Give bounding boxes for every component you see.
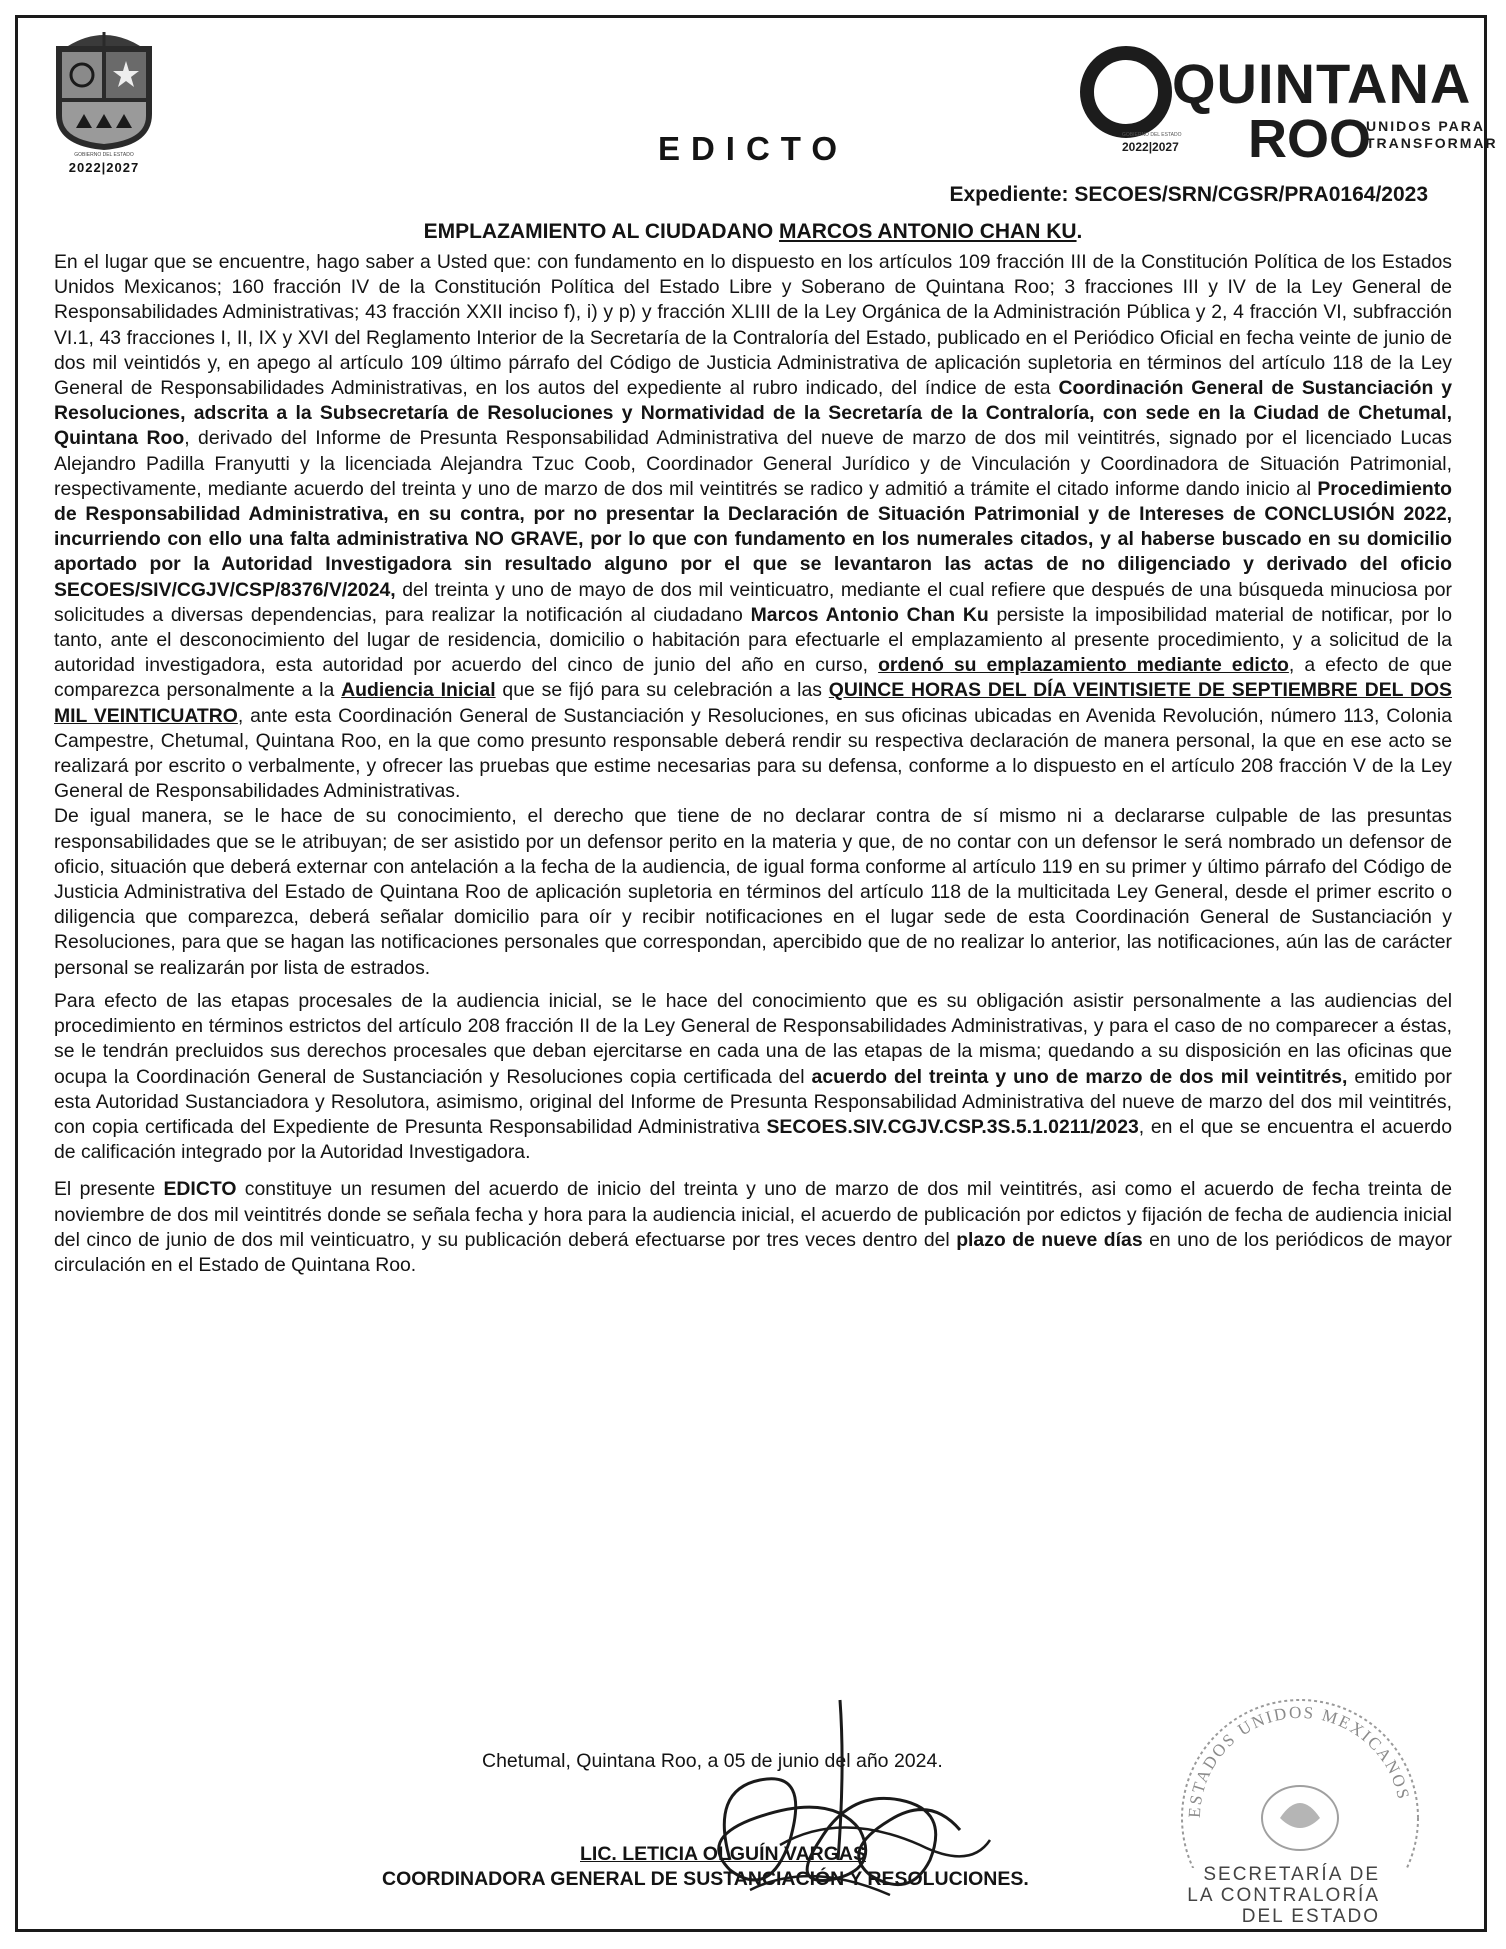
expediente-number: Expediente: SECOES/SRN/CGSR/PRA0164/2023: [949, 183, 1428, 206]
p1-underline-1: ordenó su emplazamiento mediante edicto: [878, 654, 1289, 677]
emplazamiento-name: MARCOS ANTONIO CHAN KU: [779, 220, 1077, 243]
p4-text-3: en uno de los periódicos de mayor circulación en el Estado de Quintana Roo.: [54, 1228, 1452, 1276]
paragraph-1: [54, 250, 1452, 804]
signer-role: COORDINADORA GENERAL DE SUSTANCIACIÓN Y RESOLUCIONES.: [382, 1868, 1029, 1890]
p3-text-3: , en el que se encuentra el acuerdo de calificación integrado por la Autoridad Investigadora.: [54, 1115, 1452, 1164]
logo-tagline-line1: UNIDOS PARA: [1366, 118, 1485, 134]
p1-text-5: , a efecto de que comparezca personalmente a la: [54, 654, 1452, 702]
p1-bold-3: Marcos Antonio Chan Ku: [750, 603, 989, 626]
p1-text-7: , ante esta Coordinación General de Sustanciación y Resoluciones, en sus oficinas ubicadas en Avenida Revolución, número 113, Colonia Campestre, Chetumal, Quintana Roo, en la que como presunto responsable deberá rendir su respectiva declaración de manera personal, la que en ese acto se realizará por escrito o verbalmente, y ofrecer las pruebas que estime necesarias para su defensa, conforme a lo dispuesto en el artículo 208 fracción V de la Ley General de Responsabilidades Administrativas.: [54, 704, 1452, 803]
p3-text-2: emitido por esta Autoridad Sustanciadora y Resolutora, asimismo, original del Informe de Presunta Responsabilidad Administrativa del nueve de marzo del dos mil veintitrés, con copia certificada del Expediente de Presunta Responsabilidad Administrativa: [54, 1065, 1452, 1138]
signer-name: LIC. LETICIA OLGUÍN VARGAS: [580, 1843, 866, 1865]
p1-bold-1: Coordinación General de Sustanciación y Resoluciones, adscrita a la Subsecretaría de Resoluciones y Normatividad de la Secretaría de la Contraloría, con sede en la Ciudad de Chetumal, Quintana Roo: [54, 377, 1452, 450]
logo-tagline-line2: TRANSFORMAR: [1366, 135, 1498, 151]
logo-top-text: QUINTANA: [1172, 52, 1472, 115]
p4-bold-2: plazo de nueve días: [956, 1228, 1143, 1251]
seal-line-1: SECRETARÍA DE: [1203, 1864, 1380, 1885]
logo-small-caption: GOBIERNO DEL ESTADO: [1122, 132, 1182, 138]
p3-bold-1: acuerdo del treinta y uno de marzo de dos mil veintitrés,: [811, 1065, 1348, 1088]
coat-year: 2022|2027: [68, 160, 140, 175]
p1-underline-2: Audiencia Inicial: [341, 679, 496, 702]
paragraph-3: [54, 989, 1452, 1165]
logo-bottom-text: ROO: [1248, 109, 1372, 169]
seal-line-3: DEL ESTADO: [1241, 1906, 1380, 1927]
p4-text-1: El presente: [54, 1178, 164, 1201]
svg-text:ESTADOS UNIDOS MEXICANOS: [1185, 1703, 1414, 1819]
document-body: [54, 250, 1452, 1278]
document-title: EDICTO: [657, 130, 849, 167]
paragraph-2: De igual manera, se le hace de su conocimiento, el derecho que tiene de no declarar contra de sí mismo ni a declararse culpable de las presuntas responsabilidades que se le atribuyan; de ser asistido por un defensor perito en la materia y que, de no contar con un defensor le será nombrado un defensor de oficio, situación que deberá externar con antelación a la fecha de la audiencia, de igual forma conforme al artículo 119 en su primer y último párrafo del Código de Justicia Administrativa del Estado de Quintana Roo de aplicación supletoria en términos del artículo 118 de la multicitada Ley General, desde el primer escrito o diligencia que comparezca, deberá señalar domicilio para oír y recibir notificaciones en el lugar sede de esta Coordinación General de Sustanciación y Resoluciones, para que se hagan las notificaciones personales que correspondan, apercibido que de no realizar lo anterior, las notificaciones, aún las de carácter personal se realizarán por lista de estrados.: [54, 805, 1452, 979]
p3-bold-2: SECOES.SIV.CGJV.CSP.3S.5.1.0211/2023: [766, 1115, 1139, 1138]
p1-text-2: , derivado del Informe de Presunta Responsabilidad Administrativa del nueve de marzo de dos mil veintitrés, signado por el licenciado Lucas Alejandro Padilla Franyutti y la licenciada Alejandra Tzuc Coob, Coordinador General Jurídico y de Vinculación y Coordinadora de Situación Patrimonial, respectivamente, mediante acuerdo del treinta y uno de marzo de dos mil veintitrés se radico y admitió a trámite el citado informe dando inicio al: [54, 427, 1452, 500]
emplazamiento-prefix: EMPLAZAMIENTO AL CIUDADANO: [423, 220, 780, 243]
logo-q-ring-icon: [1080, 46, 1172, 138]
seal-line-2: LA CONTRALORÍA: [1187, 1885, 1380, 1906]
p1-text-3: del treinta y uno de mayo de dos mil veinticuatro, mediante el cual refiere que después de una búsqueda minuciosa por solicitudes a diversas dependencias, para realizar la notificación al ciudadano: [54, 578, 1452, 626]
p4-bold-1: EDICTO: [163, 1178, 237, 1201]
seal-caption: [1180, 1864, 1380, 1927]
emplazamiento-suffix: .: [1076, 220, 1083, 243]
place-and-date: Chetumal, Quintana Roo, a 05 de junio del año 2024.: [482, 1750, 943, 1772]
logo-year: 2022|2027: [1122, 140, 1179, 154]
p1-underline-3: QUINCE HORAS DEL DÍA VEINTISIETE DE SEPTIEMBRE DEL DOS MIL VEINTICUATRO: [54, 679, 1452, 727]
p1-bold-2: Procedimiento de Responsabilidad Administrativa, en su contra, por no presentar la Declaración de Situación Patrimonial y de Intereses de CONCLUSIÓN 2022, incurriendo con ello una falta administrativa NO GRAVE, por lo que con fundamento en los numerales citados, y al haberse buscado en su domicilio aportado por la Autoridad Investigadora sin resultado alguno por el que se levantaron las actas de no diligenciado y derivado del oficio SECOES/SIV/CGJV/CSP/8376/V/2024,: [54, 477, 1452, 601]
p1-text-4: persiste la imposibilidad material de notificar, por lo tanto, ante el desconocimiento del lugar de residencia, domicilio o habitación para efectuarle el emplazamiento al presente procedimiento, y a solicitud de la autoridad investigadora, esta autoridad por acuerdo del cinco de junio del año en curso,: [54, 603, 1452, 677]
p1-text-6: que se fijó para su celebración a las: [495, 679, 829, 702]
emplazamiento-heading: [0, 220, 1506, 244]
p1-text-1: En el lugar que se encuentre, hago saber a Usted que: con fundamento en lo dispuesto en los artículos 109 fracción III de la Constitución Política de los Estados Unidos Mexicanos; 160 fracción IV de la Constitución Política del Estado Libre y Soberano de Quintana Roo; 3 fracciones III y IV de la Ley General de Responsabilidades Administrativas; 43 fracción XXII inciso f), i) y p) y fracción XLIII de la Ley Orgánica de la Administración Pública y 2, 4 fracción VI, subfracción VI.1, 43 fracciones I, II, IX y XVI del Reglamento Interior de la Secretaría de la Contraloría del Estado, publicado en el Periódico Oficial en fecha veinte de junio de dos mil veintidós y, en apego al artículo 109 último párrafo del Código de Justicia Administrativa de aplicación supletoria en términos del artículo 118 de la Ley General de Responsabilidades Administrativas, en los autos del expediente al rubro indicado, del índice de esta: [54, 251, 1452, 400]
coat-caption: GOBIERNO DEL ESTADO: [74, 152, 134, 158]
paragraph-4: [54, 1177, 1452, 1278]
handwritten-signature-icon: [690, 1670, 1010, 1920]
p4-text-2: constituye un resumen del acuerdo de inicio del treinta y uno de marzo de dos mil veintitrés, asi como el acuerdo de fecha treinta de noviembre de dos mil veintitrés donde se señala fecha y hora para la audiencia inicial, el acuerdo de publicación por edictos y fijación de fecha de audiencia inicial del cinco de junio de dos mil veinticuatro, y su publicación deberá efectuarse por tres veces dentro del: [54, 1178, 1452, 1251]
official-seal-icon: [1160, 1668, 1440, 1868]
seal-ring-text: ESTADOS UNIDOS MEXICANOS: [1184, 1702, 1414, 1819]
p3-text-1: Para efecto de las etapas procesales de la audiencia inicial, se le hace del conocimiento que es su obligación asistir personalmente a las audiencias del procedimiento en términos estrictos del artículo 208 fracción II de la Ley General de Responsabilidades Administrativas, y para el caso de no comparecer a éstas, se le tendrán precluidos sus derechos procesales que deban ejercitarse en cada una de las etapas de la misma; quedando a su disposición en las oficinas que ocupa la Coordinación General de Sustanciación y Resoluciones copia certificada del: [54, 989, 1452, 1088]
